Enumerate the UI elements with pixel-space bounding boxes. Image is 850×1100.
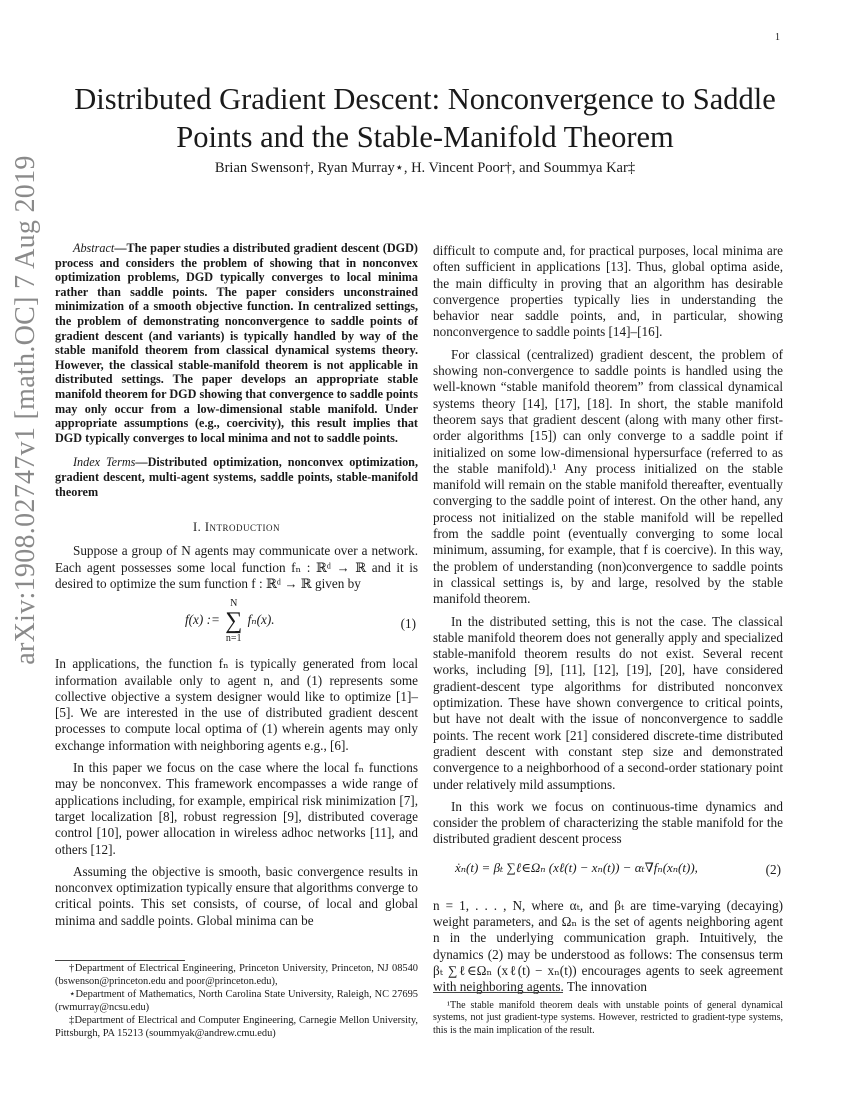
right-paragraph-1: difficult to compute and, for practical purposes, local minima are often sufficient in applications [13]. Thus, global optima aside, the main difficulty in proving that an algorithm has desirable convergence properties typically lies in understanding the behavior near saddle points, and, in particular, showing nonconvergence to saddle points [14]–[16]. [433, 243, 783, 340]
arxiv-sidebar [2, 130, 50, 690]
index-terms-label: Index Terms [73, 455, 136, 470]
footnote-1-text: ¹The stable manifold theorem deals with unstable points of general dynamical systems, not just gradient-type systems. However, restricted to gradient-type systems, this is the main implication of the result. [433, 1000, 783, 1036]
footnote-rule-right [433, 992, 563, 993]
summation: N ∑ n=1 [225, 598, 243, 645]
right-paragraph-3: In the distributed setting, this is not the case. The classical stable manifold theorem does not generally apply and specialized stable-manifold theorem results do not exist. Several recent works, including [9], [11], [12], [19], [20], have considered gradient-descent type algorithms for distributed nonconvex optimization. These have shown convergence to critical points, but have not dealt with the issue of nonconvergence to saddle points. The recent work [21] considered discrete-time distributed gradient descent with constant step size and demonstrated convergence to a neighborhood of a second-order stationary point under relatively mild assumptions. [433, 613, 783, 792]
equation-2 [433, 854, 783, 894]
right-paragraph-5: n = 1, . . . , N, where αₜ, and βₜ are time-varying (decaying) weight parameters, and Ωₙ is the set of agents neighboring agent n in the underlying communication graph. Intuitively, the dynamics (2) may be understood as follows: The consensus term βₜ ∑ℓ∈Ωₙ (xℓ(t) − xₙ(t)) encourages agents to seek agreement with neighboring agents. The innovation [433, 897, 783, 995]
eq1-lhs: f(x) := [185, 612, 224, 628]
right-column [433, 243, 783, 1001]
eq2-number: (2) [765, 861, 781, 877]
section-heading: I. Introduction [192, 520, 281, 535]
index-terms [55, 455, 418, 499]
equation-1 [55, 598, 418, 650]
intro-paragraph-4: Assuming the objective is smooth, basic convergence results in nonconvex optimization typically ensure that algorithms converge to critical points. This set consists, of course, of local and global minima and saddle points. Global minima can be [55, 863, 418, 928]
left-column [55, 241, 418, 935]
footnote-1 [433, 1000, 783, 1037]
intro-paragraph-1: Suppose a group of N agents may communicate over a network. Each agent possesses some local function fₙ : ℝᵈ → ℝ and it is desired to optimize the sum function f : ℝᵈ → ℝ given by [55, 543, 418, 591]
paper-title: Distributed Gradient Descent: Nonconvergence to Saddle Points and the Stable-Manifold Theorem [74, 82, 776, 154]
eq1-number: (1) [400, 616, 416, 632]
page-number: 1 [775, 32, 780, 43]
arxiv-stamp: arXiv:1908.02747v1 [math.OC] 7 Aug 2019 [10, 155, 41, 665]
affiliation-cmu: ‡Department of Electrical and Computer Engineering, Carnegie Mellon University, Pittsburgh, PA 15213 (soummyak@andrew.cmu.edu) [55, 1015, 418, 1039]
right-paragraph-2: For classical (centralized) gradient descent, the problem of showing non-convergence to saddle points is handled using the well-known “stable manifold theorem” from classical dynamical systems theory [14], [17], [18]. In short, the stable manifold theorem says that gradient descent (along with many other first-order algorithms [15]) can only converge to a saddle point if initialized on some low-dimensional hypersurface (referred to as the stable manifold).¹ Any process initialized on the stable manifold will remain on the stable manifold thereafter, eventually converging to the saddle point of interest. On the other hand, any process not initialized on the stable manifold will be repelled from the saddle point (eventually converging to some local minimum, assuming, for example, that f is coercive). In this way, the problem of understanding (non)convergence to saddle points in classical settings is, by and large, resolved by the stable manifold theorem. [433, 346, 783, 607]
abstract [55, 241, 418, 445]
eq1-sum-bottom: n=1 [225, 633, 242, 645]
footnote-rule-left [55, 960, 185, 961]
index-terms-text: —Distributed optimization, nonconvex optimization, gradient descent, multi-agent systems, saddle points, stable-manifold theorem [55, 455, 419, 499]
affiliation-princeton: †Department of Electrical Engineering, Princeton University, Princeton, NJ 08540 (bswenson@princeton.edu and poor@princeton.edu), [55, 963, 418, 987]
eq1-rhs: fₙ(x). [247, 612, 275, 628]
author-list: Brian Swenson†, Ryan Murray⋆, H. Vincent Poor†, and Soummya Kar‡ [214, 160, 636, 176]
abstract-text: —The paper studies a distributed gradient descent (DGD) process and considers the problem of showing that in nonconvex optimization problems, DGD typically converges to local minima rather than saddle points. The paper considers unconstrained minimization of a smooth objective function. In centralized settings, the problem of demonstrating nonconvergence to saddle points of gradient descent (and variants) is typically handled by way of the stable manifold theorem from classical dynamical systems theory. However, the classical stable-manifold theorem is not applicable in distributed settings. The paper develops an appropriate stable manifold theorem for DGD showing that convergence to saddle points may only occur from a low-dimensional stable manifold. Under appropriate assumptions (e.g., coercivity), this result implies that DGD typically converges to local minima and not to saddle points. [55, 241, 418, 445]
eq1-sum-top: N [230, 598, 238, 610]
right-paragraph-4: In this work we focus on continuous-time dynamics and consider the problem of characterizing the stable manifold for the distributed gradient descent process [433, 798, 783, 847]
affiliation-footnotes [55, 963, 418, 1042]
abstract-label: Abstract [73, 241, 115, 255]
intro-paragraph-2: In applications, the function fₙ is typically generated from local information available only to agent n, and (1) represents some collective objective a system designer would like to optimize [1]–[5]. We are interested in the use of distributed gradient descent processes to compute local optima of (1) wherein agents may only exchange information with neighboring agents e.g., [6]. [55, 656, 418, 753]
affiliation-ncsu: ⋆Department of Mathematics, North Carolina State University, Raleigh, NC 27695 (rwmurray@ncsu.edu) [55, 989, 418, 1013]
intro-paragraph-3: In this paper we focus on the case where the local fₙ functions may be nonconvex. This framework encompasses a wide range of applications including, for example, empirical risk minimization [7], target localization [8], robust regression [9], distributed coverage control [10], power allocation in wireless adhoc networks [11], and others [12]. [55, 760, 418, 857]
eq2-expression: ẋₙ(t) = βₜ ∑ℓ∈Ωₙ (xℓ(t) − xₙ(t)) − αₜ∇fₙ(xₙ(t)), [455, 859, 698, 875]
